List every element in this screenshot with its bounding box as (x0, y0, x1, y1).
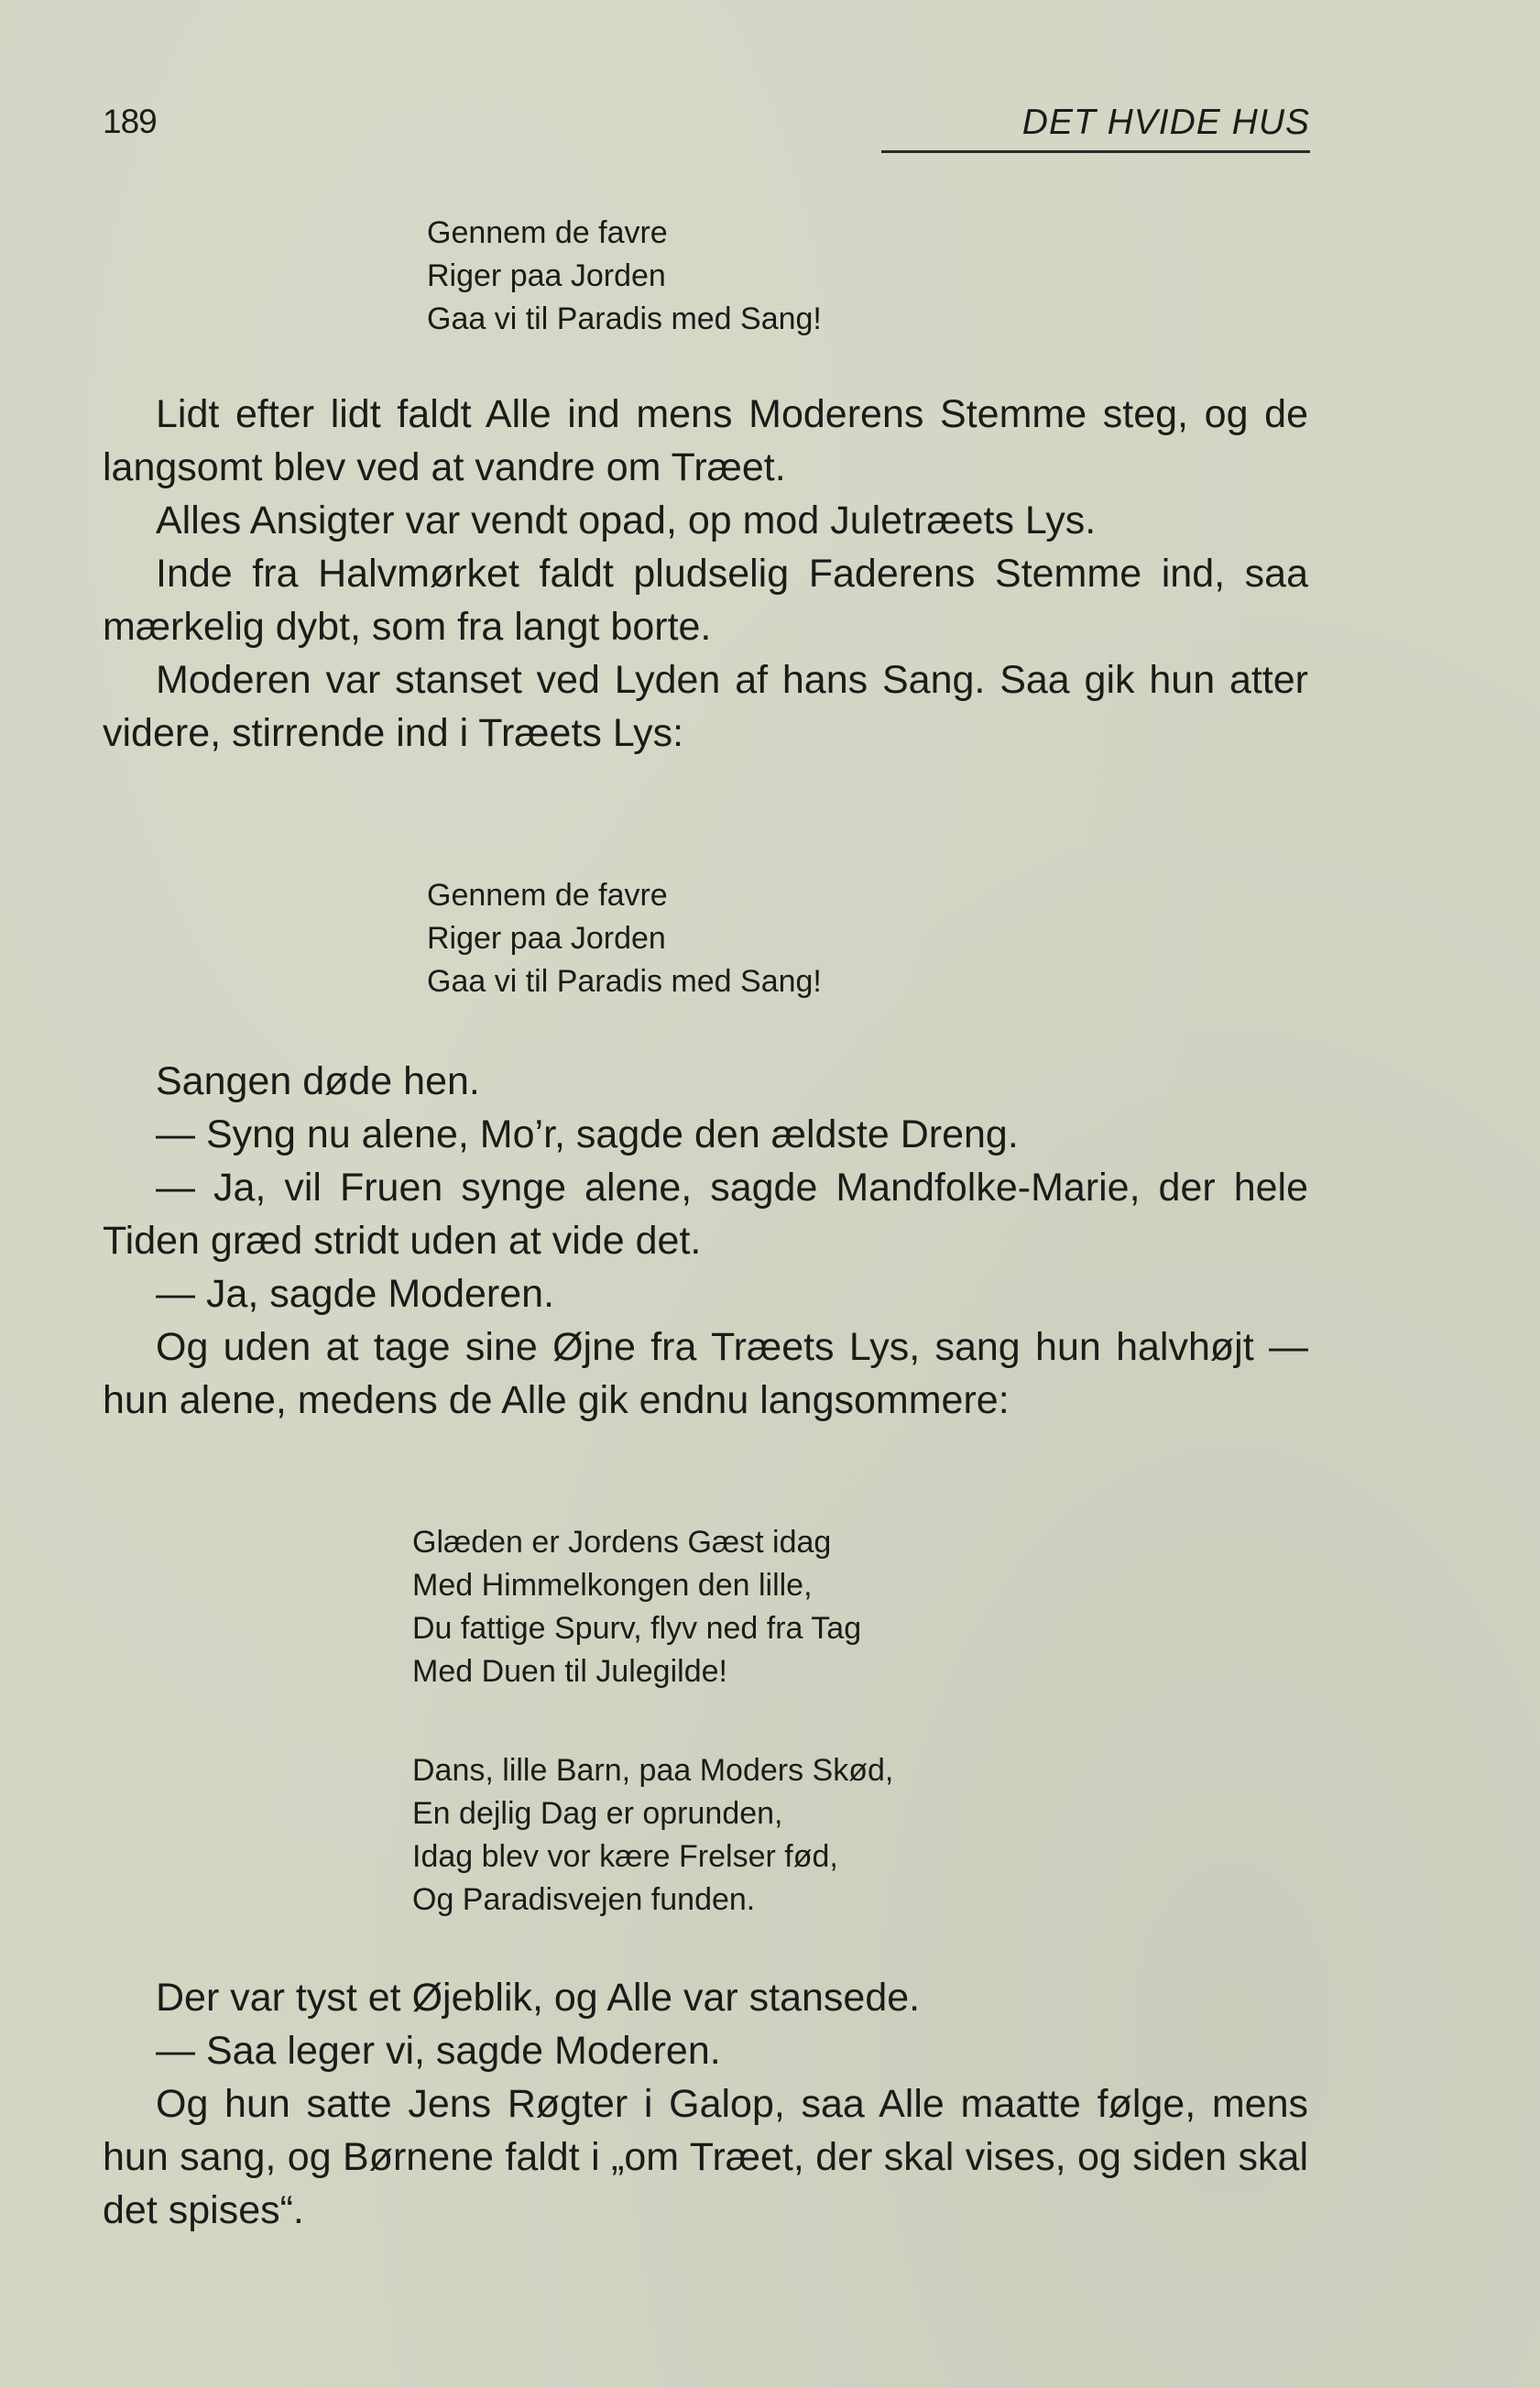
paragraph: Og hun satte Jens Røgter i Galop, saa Alle maatte følge, mens hun sang, og Børnene faldt i „om Træet, der skal vises, og siden skal det spises“. (103, 2082, 1308, 2232)
verse-line: Riger paa Jorden (427, 258, 666, 293)
paragraph: Der var tyst et Øjeblik, og Alle var stansede. (156, 1976, 921, 2020)
running-head: DET HVIDE HUS (1021, 103, 1310, 142)
verse-stanza-4 (412, 1749, 893, 1922)
verse-stanza-2 (427, 874, 822, 1003)
verse-line: Riger paa Jorden (427, 921, 666, 956)
page-number: 189 (103, 103, 157, 140)
verse-line: Du fattige Spurv, flyv ned fra Tag (412, 1611, 862, 1646)
prose-block-2 (103, 1055, 1308, 1427)
verse-line: Glæden er Jordens Gæst idag (412, 1525, 832, 1560)
verse-line: Med Himmelkongen den lille, (412, 1568, 813, 1603)
paragraph: — Ja, sagde Moderen. (156, 1272, 555, 1316)
paragraph: Alles Ansigter var vendt opad, op mod Juletræets Lys. (156, 498, 1097, 542)
verse-stanza-3 (412, 1521, 861, 1693)
header-rule (881, 150, 1310, 153)
paragraph: Og uden at tage sine Øjne fra Træets Lys, sang hun halvhøjt — hun alene, medens de Alle gik endnu langsommere: (103, 1325, 1308, 1422)
verse-line: En dejlig Dag er oprunden, (412, 1796, 783, 1831)
paragraph: — Ja, vil Fruen synge alene, sagde Mandfolke-Marie, der hele Tiden græd stridt uden at vide det. (103, 1166, 1308, 1263)
verse-line: Gennem de favre (427, 215, 668, 250)
verse-line: Med Duen til Julegilde! (412, 1654, 727, 1689)
prose-block-1 (103, 388, 1308, 760)
verse-line: Gennem de favre (427, 878, 668, 913)
verse-line: Gaa vi til Paradis med Sang! (427, 301, 822, 336)
paragraph: Sangen døde hen. (156, 1059, 480, 1103)
paragraph: Lidt efter lidt faldt Alle ind mens Moderens Stemme steg, og de langsomt blev ved at vandre om Træet. (103, 392, 1308, 489)
verse-line: Gaa vi til Paradis med Sang! (427, 964, 822, 999)
verse-line: Idag blev vor kære Frelser fød, (412, 1839, 838, 1874)
verse-stanza-1 (427, 212, 822, 341)
prose-block-3 (103, 1971, 1308, 2237)
page-header (103, 103, 1310, 158)
verse-line: Og Paradisvejen funden. (412, 1882, 756, 1917)
paragraph: Moderen var stanset ved Lyden af hans Sang. Saa gik hun atter videre, stirrende ind i Træets Lys: (103, 658, 1308, 755)
paragraph: Inde fra Halvmørket faldt pludselig Faderens Stemme ind, saa mærkelig dybt, som fra langt borte. (103, 552, 1308, 649)
verse-line: Dans, lille Barn, paa Moders Skød, (412, 1753, 894, 1788)
paragraph: — Saa leger vi, sagde Moderen. (156, 2029, 721, 2073)
paragraph: — Syng nu alene, Mo’r, sagde den ældste Dreng. (156, 1112, 1019, 1156)
